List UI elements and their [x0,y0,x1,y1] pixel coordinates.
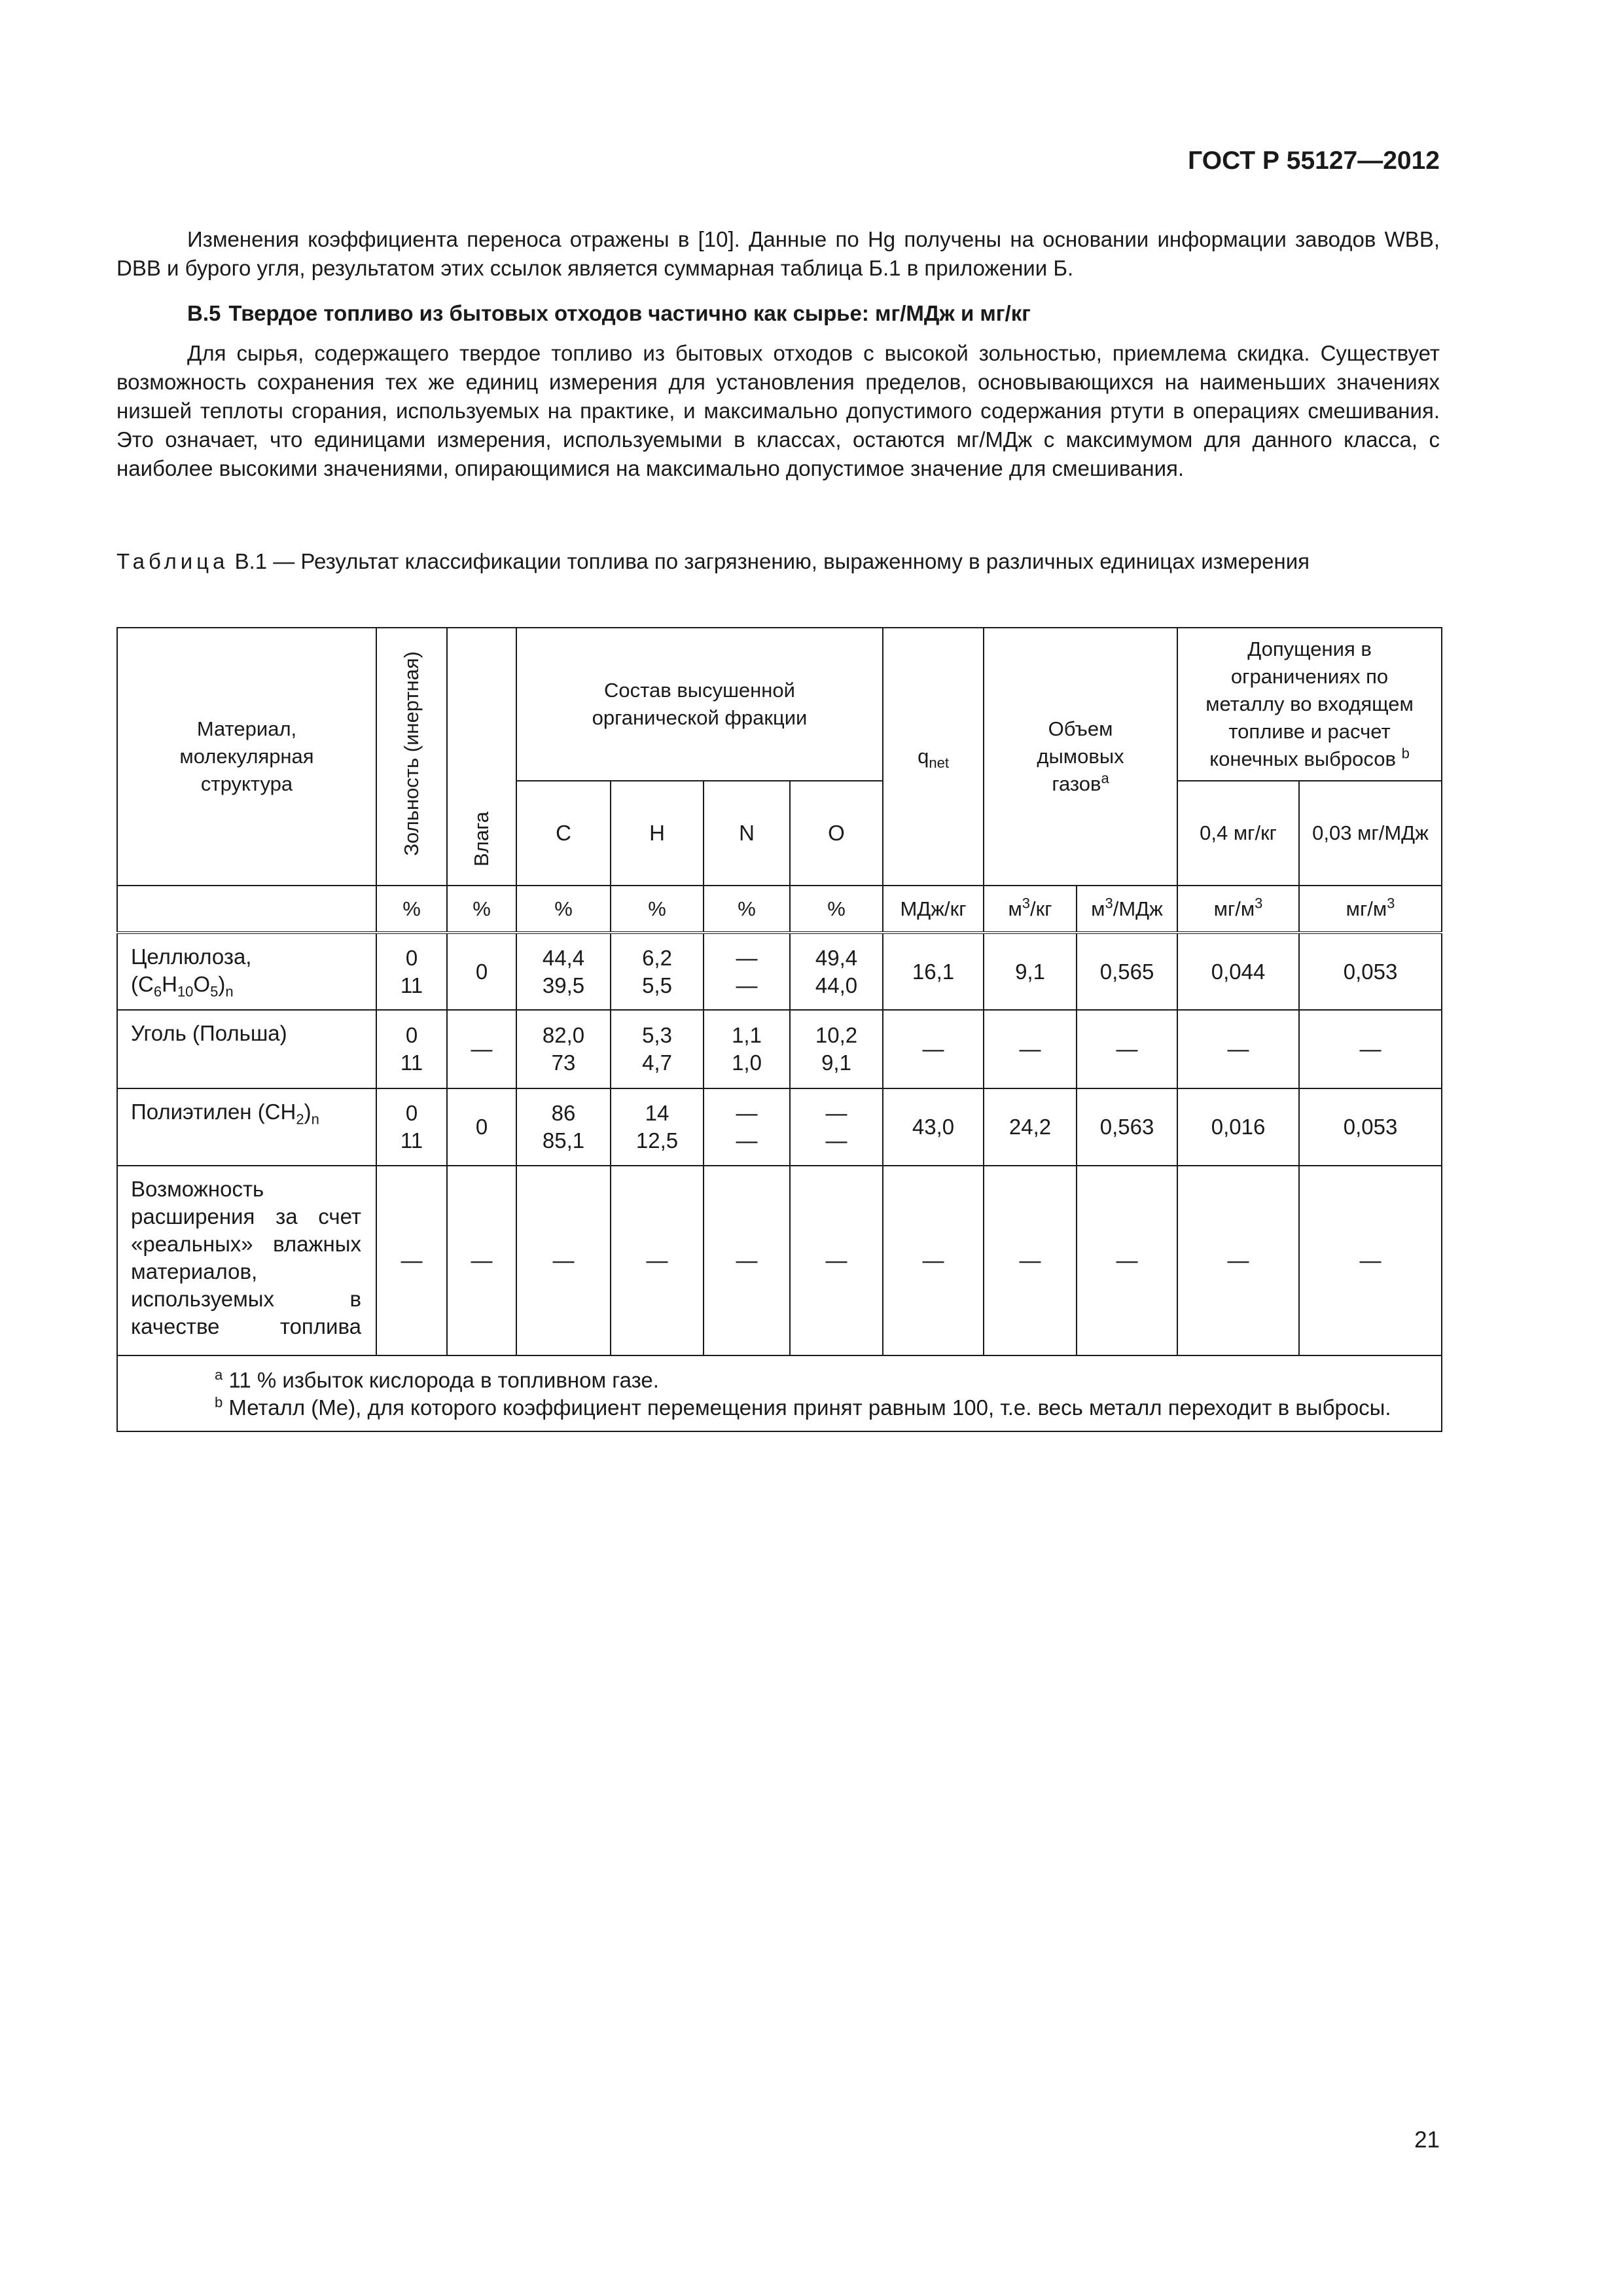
header-composition: Состав высушенной органической фракции [516,628,883,781]
table-cell: 0 11 [376,1010,447,1088]
header-o: O [790,781,883,886]
unit-cell: $мг/м^3$ [1177,886,1299,933]
document-id: ГОСТ Р 55127—2012 [1188,147,1440,175]
header-qnet: $q_{net}$ [883,628,984,886]
table-cell: 0,053 [1299,933,1442,1010]
header-flue-gas: Объем дымовых газов$^a$ [984,628,1177,886]
table-cell: — [790,1166,883,1355]
table-cell: 43,0 [883,1088,984,1166]
table-cell: 49,4 44,0 [790,933,883,1010]
header-h: H [611,781,704,886]
unit-cell: % [704,886,790,933]
table-cell: 10,2 9,1 [790,1010,883,1088]
section-number: В.5 [187,301,221,325]
table-cell: 0 11 [376,933,447,1010]
unit-cell: % [376,886,447,933]
table-cell: 16,1 [883,933,984,1010]
page-number: 21 [1414,2127,1440,2153]
material-cell: Возможность расширения за счет «реальных» влажных материалов, используемых в качестве топлива [117,1166,376,1355]
table-cell: 9,1 [984,933,1077,1010]
header-allowances: Допущения в ограничениях по металлу во входящем топливе и расчет конечных выбросов $^b$ [1177,628,1442,781]
table-caption-label: Таблица [116,549,229,573]
table-cell: 0 11 [376,1088,447,1166]
table-cell: — [1299,1166,1442,1355]
unit-cell: % [790,886,883,933]
units-material [117,886,376,933]
table-cell: — — [790,1088,883,1166]
table-cell: — [516,1166,611,1355]
header-allow-mgkg: 0,4 мг/кг [1177,781,1299,886]
table-cell: — [1177,1010,1299,1088]
table-cell: 0,053 [1299,1088,1442,1166]
table-cell: — [984,1166,1077,1355]
table-cell: — [611,1166,704,1355]
unit-cell: % [447,886,516,933]
table-cell: 5,3 4,7 [611,1010,704,1088]
unit-cell: $м^3/кг$ [984,886,1077,933]
units-row [117,886,1442,933]
unit-cell: $м^3$/МДж [1077,886,1177,933]
table-cell: — [883,1010,984,1088]
header-ash: Зольность (инертная) [376,628,447,886]
table-cell: 14 12,5 [611,1088,704,1166]
table-footnotes [117,1355,1442,1431]
footnote-b: $^b$ Металл (Me), для которого коэффициент перемещения принят равным 100, т.е. весь металл переходит в выбросы. [215,1394,1391,1420]
table-cell: 0 [447,1088,516,1166]
header-n: N [704,781,790,886]
table-row [117,1088,1442,1166]
table-row [117,1166,1442,1355]
table-cell: — [447,1010,516,1088]
table-cell: 0,563 [1077,1088,1177,1166]
table-cell: 6,2 5,5 [611,933,704,1010]
table-cell: — [1177,1166,1299,1355]
material-cell: Уголь (Польша) [117,1010,376,1088]
table-cell: — — [704,1088,790,1166]
header-c: C [516,781,611,886]
footnote-a: $^a$ 11 % избыток кислорода в топливном газе. [215,1367,659,1392]
table-cell: — — [704,933,790,1010]
table-cell: — [447,1166,516,1355]
unit-cell: % [516,886,611,933]
table-cell: 86 85,1 [516,1088,611,1166]
unit-cell: % [611,886,704,933]
table-cell: 24,2 [984,1088,1077,1166]
table-cell: — [1299,1010,1442,1088]
table-cell: — [1077,1010,1177,1088]
header-moisture: Влага [447,628,516,886]
material-cell: Полиэтилен $(CH_2)_n$ [117,1088,376,1166]
table-cell: 0 [447,933,516,1010]
table-cell: — [704,1166,790,1355]
table-caption-text: В.1 — Результат классификации топлива по загрязнению, выраженному в различных единицах измерения [234,549,1310,573]
table-cell: 82,0 73 [516,1010,611,1088]
body-paragraph: Для сырья, содержащего твердое топливо из бытовых отходов с высокой зольностью, приемлема скидка. Существует возможность сохранения тех же единиц измерения для установления пределов, основывающихся на наименьших значениях низшей теплоты сгорания, используемых на практике, и максимально допустимого содержания ртути в операциях смешивания. Это означает, что единицами измерения, используемыми в классах, остаются мг/МДж с максимумом для данного класса, с наиболее высокими значениями, опирающимися на максимально допустимое значение для смешивания. [116,341,1440,480]
table-row [117,1010,1442,1088]
table-row [117,933,1442,1010]
table-cell: 1,1 1,0 [704,1010,790,1088]
classification-table [116,627,1442,1432]
table-cell: — [883,1166,984,1355]
table-cell: 0,016 [1177,1088,1299,1166]
header-material: Материал, молекулярная структура [117,628,376,886]
header-allow-mgmj: 0,03 мг/МДж [1299,781,1442,886]
section-heading [187,301,1031,326]
table-cell: 0,044 [1177,933,1299,1010]
table-cell: — [376,1166,447,1355]
section-title: Твердое топливо из бытовых отходов частично как сырье: мг/МДж и мг/кг [228,301,1031,325]
unit-cell: МДж/кг [883,886,984,933]
table-caption [116,547,1440,576]
unit-cell: $мг/м^3$ [1299,886,1442,933]
material-cell: Целлюлоза, $(C_6H_{10}O_5)_n$ [117,933,376,1010]
footnotes-row [117,1355,1442,1431]
table-cell: — [984,1010,1077,1088]
table-cell: — [1077,1166,1177,1355]
table-cell: 44,4 39,5 [516,933,611,1010]
table-cell: 0,565 [1077,933,1177,1010]
intro-paragraph: Изменения коэффициента переноса отражены в [10]. Данные по Hg получены на основании информации заводов WBB, DBB и бурого угля, результатом этих ссылок является суммарная таблица Б.1 в приложении Б. [116,227,1440,280]
